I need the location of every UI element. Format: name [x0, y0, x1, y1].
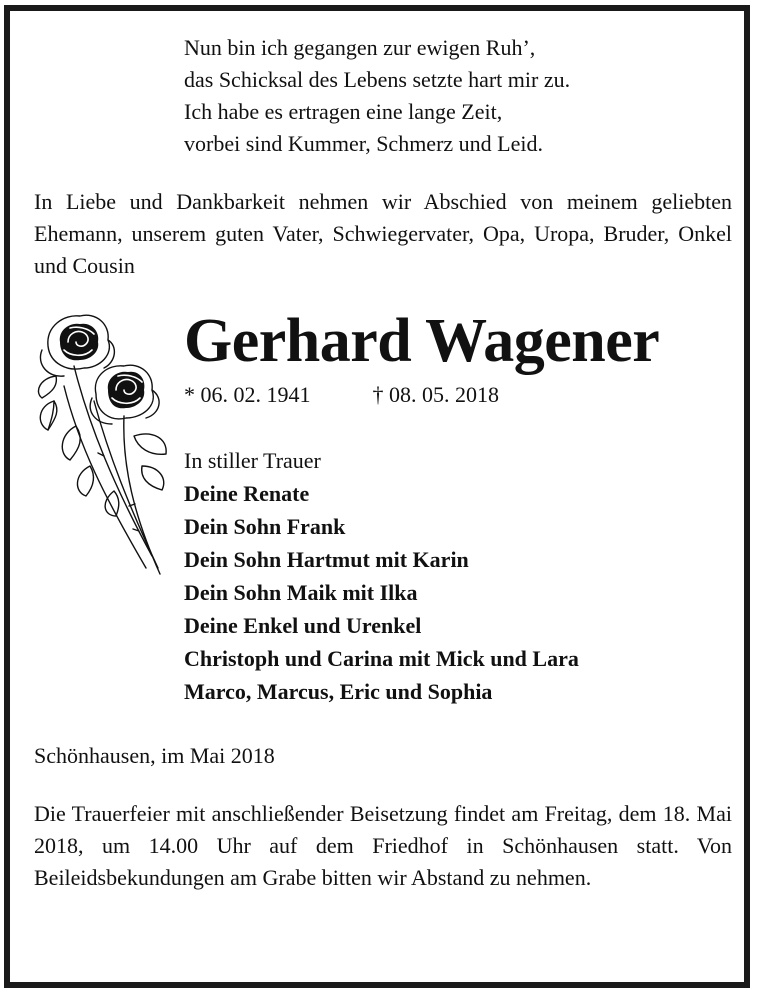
mourner: Christoph und Carina mit Mick und Lara	[184, 646, 579, 671]
mourner: Marco, Marcus, Eric und Sophia	[184, 679, 493, 704]
place-date: Schönhausen, im Mai 2018	[34, 743, 275, 768]
mourner: Deine Enkel und Urenkel	[184, 613, 422, 638]
poem-line: das Schicksal des Lebens setzte hart mir zu.	[184, 67, 571, 92]
mourning-line: In stiller Trauer	[184, 448, 321, 473]
poem-line: Ich habe es ertragen eine lange Zeit,	[184, 99, 503, 124]
mourner: Deine Renate	[184, 481, 310, 506]
obituary-content	[34, 32, 732, 894]
poem-line: vorbei sind Kummer, Schmerz und Leid.	[184, 131, 543, 156]
name-block	[34, 306, 732, 726]
roses-icon	[34, 306, 172, 586]
death-date: † 08. 05. 2018	[372, 382, 499, 407]
life-dates	[184, 380, 744, 410]
funeral-notice: Die Trauerfeier mit anschließender Beisetzung findet am Freitag, dem 18. Mai 2018, um 14.00 Uhr auf dem Friedhof in Schönhausen statt. Von Beileidsbekundungen am Grabe bitten wir Abstand zu nehmen.	[34, 801, 732, 890]
deceased-name: Gerhard Wagener	[184, 307, 660, 375]
mourner: Dein Sohn Maik mit Ilka	[184, 580, 418, 605]
birth-date: * 06. 02. 1941	[184, 382, 311, 407]
intro-text: In Liebe und Dankbarkeit nehmen wir Abschied von meinem geliebten Ehemann, unserem guten Vater, Schwiegervater, Opa, Uropa, Bruder, Onkel und Cousin	[34, 189, 732, 278]
mourners-list	[184, 477, 744, 708]
poem	[184, 32, 732, 160]
mourner: Dein Sohn Frank	[184, 514, 346, 539]
mourner: Dein Sohn Hartmut mit Karin	[184, 547, 469, 572]
poem-line: Nun bin ich gegangen zur ewigen Ruh’,	[184, 35, 536, 60]
name-column	[184, 306, 744, 708]
